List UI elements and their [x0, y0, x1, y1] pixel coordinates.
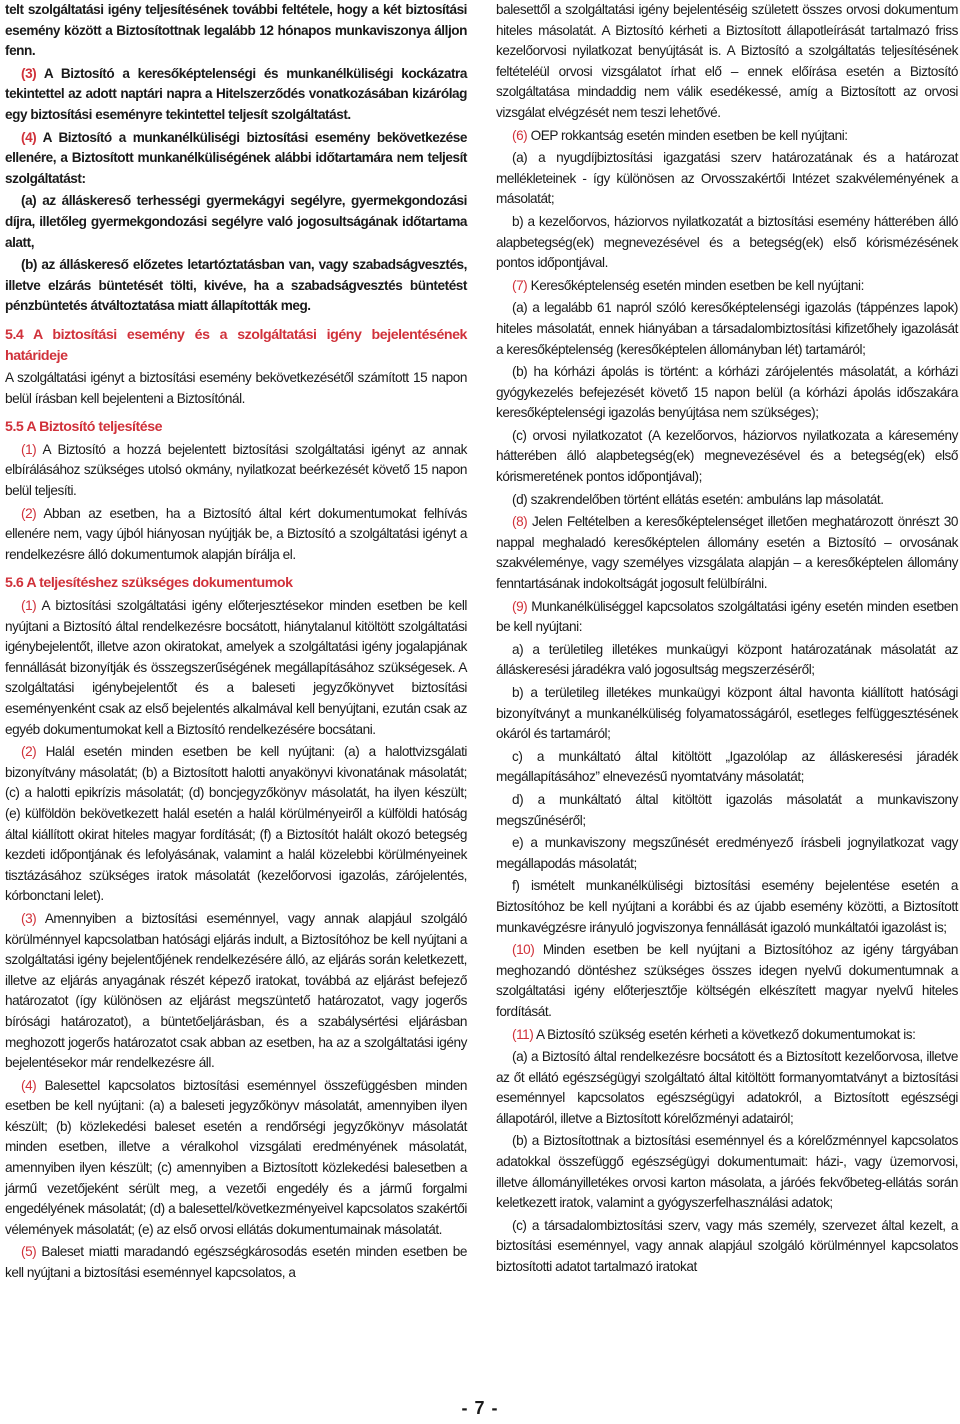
paragraph-text: A biztosítási szolgáltatási igény előterjesztésekor minden esetben be kell nyújtani a Biztosító által rendelkezésre bocsátott, hiánytalanul kitöltött szolgáltatási igénybejelentőt, illetve azon okiratokat, amelyek a szolgáltatási igény jogalapjának fennállását bizonyítják és összegszerűségének megállapításához szükségesek. A szolgáltatási igénybejelentőt és a baleseti jegyzőkönyvet biztosítási eseményenként csak az első bejelentés alkalmával kell benyújtani, ezután csak az egyéb dokumentumokat kell a Biztosító rendelkezésére bocsátani.	[5, 598, 467, 737]
paragraph-number: (2)	[21, 744, 37, 760]
paragraph	[496, 212, 958, 274]
paragraph-text: (c) a társadalombiztosítási szerv, vagy más személy, szervezet által kezelt, a biztosítási eseménnyel, vagy annak alapjául szolgáló körülménnyel kapcsolatos biztosítotti adatot tartalmazó iratokat	[496, 1217, 958, 1275]
paragraph-text: b) a területileg illetékes munkaügyi központ által havonta kiállított hatósági bizonyítványt a munkanélküliség folyamatosságáról, esetleges felfüggesztésének okáról és tartamáról;	[496, 685, 958, 742]
paragraph	[496, 1131, 958, 1213]
paragraph-text: Jelen Feltételben a keresőképtelenséget illetően meghatározott önrészt 30 nappal meghaladó keresőképtelen állomány esetén a Biztosító – orvosának szakvéleménye, vagy személyes vizsgálata alapján – a keresőképtelen állomány fenntartásának indokoltságát jogosult felülbírálni.	[496, 514, 958, 592]
paragraph	[5, 596, 467, 740]
paragraph-number: (9)	[512, 598, 528, 614]
paragraph-number: (4)	[21, 129, 37, 145]
paragraph	[5, 909, 467, 1074]
paragraph-text: 5.5 A Biztosító teljesítése	[5, 419, 163, 436]
paragraph-text: balesettől a szolgáltatási igény bejelentéséig született összes orvosi dokumentum hiteles másolatát. A Biztosító kérheti a Biztosított állapotleírását tartalmazó friss kezelőorvosi nyilatkozat benyújtását is. A Biztosító a szolgáltatás teljesítésének feltételéül orvosi vizsgálatot írhat elő – ennek előírása esetén a Biztosító szolgáltatása mindaddig nem válik esedékessé, amíg a Biztosított az orvosi vizsgálat elvégzését nem teszi lehetővé.	[496, 2, 958, 120]
paragraph-text: OEP rokkantság esetén minden esetben be kell nyújtani:	[527, 127, 848, 143]
paragraph-text: d) a munkáltató által kitöltött igazolás másolatát a munkaviszony megszűnéséről;	[496, 791, 958, 828]
paragraph-text: Amennyiben a biztosítási eseménnyel, vagy annak alapjául szolgáló körülménnyel kapcsolatban hatósági eljárás indult, a Biztosítóhoz be kell nyújtani a szolgáltatási igény bejelentőjének rendelkezésére álló, az eljárás során keletkezett, illetve az eljárás anyagának részét képező iratokat, továbbá az eljárást befejező határozatot (így különösen az eljárást megszüntető határozatot, vagy jogerős bírósági határozatot), a büntetőeljárásban, és a szabálysértési eljárásban meghozott jogerős határozatot csak abban az esetben, ha az a szolgáltatási igény bejelentésekor már rendelkezésre áll.	[5, 910, 467, 1071]
paragraph	[496, 747, 958, 788]
paragraph-text: c) a munkáltató által kitöltött „Igazolólap az álláskeresési járadék megállapításához” elnevezésű nyomtatvány másolatát;	[496, 748, 958, 785]
paragraph	[496, 833, 958, 874]
paragraph-text: (a) a Biztosító által rendelkezésre bocsátott és a Biztosított kezelőorvosa, illetve az őt ellátó egészségügyi szolgáltató által kitöltött formanyomtatványt a biztosítási eseménnyel kapcsolatos egészségügyi adatokról, a Biztosított egészségi állapotáról, illetve a Biztosított kórelőzményi adatairól;	[496, 1049, 958, 1126]
paragraph	[5, 255, 467, 317]
paragraph-text: f) ismételt munkanélküliségi biztosítási esemény bejelentése esetén a Biztosítóhoz be kell nyújtani a korábbi és az újabb esemény közötti, a Biztosított munkavégzésre irányuló jogviszonya fennállását igazoló munkáltatói igazolást is;	[496, 878, 958, 935]
paragraph-number: (5)	[21, 1244, 37, 1260]
paragraph	[5, 440, 467, 502]
right-column	[496, 0, 958, 1280]
paragraph	[5, 128, 467, 190]
paragraph-number: (8)	[512, 514, 528, 530]
paragraph-text: b) a kezelőorvos, háziorvos nyilatkozatát a biztosítási esemény hátterében álló alapbetegség(ek) megnevezésével és a betegség(ek) első kórismézésének pontos időpontjával.	[496, 213, 958, 271]
paragraph-number: (3)	[21, 65, 37, 81]
paragraph	[5, 1076, 467, 1241]
paragraph-number: (2)	[21, 505, 37, 521]
paragraph-text: A Biztosító a munkanélküliségi biztosítási esemény bekövetkezése ellenére, a Biztosított munkanélküliségének alábbi időtartamára nem teljesít szolgáltatást:	[5, 129, 467, 186]
paragraph-number: (6)	[512, 127, 528, 143]
paragraph-text: (b) a Biztosítottnak a biztosítási eseménnyel és a kórelőzménnyel kapcsolatos adatokkal összefüggő egészségügyi dokumentumait: házi-, vagy üzemorvosi, illetve állományilletékes orvosi karton másolata, a járóés fekvőbeteg-ellátás során keletkezett iratok, valamint a gyógyszerfelhasználási adatok;	[496, 1133, 958, 1211]
paragraph-number: (7)	[512, 277, 528, 293]
paragraph	[496, 683, 958, 745]
paragraph-text: Minden esetben be kell nyújtani a Biztosítóhoz az igény tárgyában meghozandó döntéshez szükséges összes idegen nyelvű dokumentumnak a szolgáltatási igény előterjesztője költségén elkészített magyar nyelvű hiteles fordítását.	[496, 942, 958, 1019]
paragraph-number: (1)	[21, 598, 37, 614]
paragraph	[5, 742, 467, 907]
paragraph-text: Keresőképtelenség esetén minden esetben be kell nyújtani:	[527, 277, 864, 293]
paragraph	[5, 191, 467, 253]
paragraph-text: (c) orvosi nyilatkozatot (A kezelőorvos, háziorvos nyilatkozata a káresemény hátterében álló alapbetegség(ek) megnevezésével és a betegség(ek) első kórismeretének pontos időpontjával);	[496, 427, 958, 485]
paragraph-text: (a) az álláskereső terhességi gyermekágyi segélyre, gyermekgondozási díjra, illetőleg gyermekgondozási segélyre való jogosultságának időtartama alatt,	[5, 193, 467, 250]
paragraph-text: Balesettel kapcsolatos biztosítási eseménnyel összefüggésben minden esetben be kell nyújtani: (a) a baleseti jegyzőkönyv másolatát, amennyiben ilyen készült; (b) közlekedési baleset esetén a rendőrségi jegyzőkönyv másolatát minden esetben, illetve a véralkohol vizsgálati eredményének másolatát, amennyiben ilyen készült; (c) amennyiben a Biztosított közlekedési balesetben a jármű vezetőjeként sérült meg, a vezetői engedély és a jármű forgalmi engedélyének másolatát; (d) a balesettel/következményeivel kapcsolatos szakértői vélemények másolatát; (e) az első orvosi ellátás dokumentumainak másolatát.	[5, 1077, 467, 1237]
paragraph	[496, 1216, 958, 1278]
paragraph	[496, 1047, 958, 1129]
paragraph	[496, 148, 958, 210]
paragraph-text: (a) a legalább 61 napról szóló keresőképtelenségi igazolás (táppénzes lapok) hiteles másolatát, ennek hiányában a társadalombiztosítási kifizetőhely igazolását a keresőképtelenség (keresőképtelen állományban lét) tartamáról;	[496, 300, 958, 357]
paragraph-text: A szolgáltatási igényt a biztosítási esemény bekövetkezésétől számított 15 napon belül írásban kell bejelenteni a Biztosítónál.	[5, 370, 467, 406]
paragraph	[496, 276, 958, 297]
paragraph-text: A Biztosító szükség esetén kérheti a következő dokumentumokat is:	[533, 1026, 916, 1042]
paragraph-number: (1)	[21, 441, 37, 457]
paragraph	[496, 426, 958, 488]
paragraph-text: e) a munkaviszony megszűnését eredményező írásbeli jognyilatkozat vagy megállapodás másolatát;	[496, 835, 958, 871]
section-heading	[5, 573, 467, 594]
paragraph	[496, 1025, 958, 1046]
paragraph	[496, 790, 958, 831]
paragraph	[5, 64, 467, 126]
paragraph	[496, 298, 958, 360]
paragraph-text: a) a területileg illetékes munkaügyi központ határozatának másolatát az álláskeresési járadékra való jogosultság megszerzéséről;	[496, 641, 958, 678]
section-heading	[5, 417, 467, 438]
paragraph-text: (d) szakrendelőben történt ellátás esetén: ambuláns lap másolatát.	[512, 491, 884, 507]
paragraph	[496, 512, 958, 594]
paragraph	[5, 0, 467, 62]
paragraph	[496, 490, 958, 511]
paragraph-number: (3)	[21, 910, 37, 926]
paragraph-text: Abban az esetben, ha a Biztosító által kért dokumentumokat felhívás ellenére nem, vagy újból hiányosan nyújtják be, a Biztosító a szolgáltatási igényt a rendelkezésre álló dokumentumok alapján bírálja el.	[5, 505, 467, 562]
paragraph-text: 5.4 A biztosítási esemény és a szolgáltatási igény bejelentésének határideje	[5, 326, 467, 364]
paragraph-text: A Biztosító a keresőképtelenségi és munkanélküliségi kockázatra tekintettel az adott naptári napra a Hitelszerződés vonatkozásában kizárólag egy biztosítási eseményre tekintettel teljesít szolgáltatást.	[5, 65, 467, 122]
page-number: - 7 -	[461, 1398, 499, 1418]
paragraph-text: Halál esetén minden esetben be kell nyújtani: (a) a halottvizsgálati bizonyítvány másolatát; (b) a Biztosított halotti anyakönyvi kivonatának másolatát; (c) a halotti epikrízis másolatát; (d) boncjegyzőkönyv másolatát, ha ilyen készült; (e) külföldön bekövetkezett halál esetén a halál körülményeiről a külföldi hatóság által kiállított okirat hiteles magyar fordítását; (f) a Biztosítót halált okozó betegség kezdeti időpontjának és lefolyásának, valamint a halál közelebbi körülményeinek tisztázásához szükséges iratok másolatát (kezelőorvosi igazolás, zárójelentés, kórbonctani lelet).	[5, 744, 467, 904]
paragraph-text: Baleset miatti maradandó egészségkárosodás esetén minden esetben be kell nyújtani a biztosítási eseménnyel kapcsolatos, a	[5, 1244, 467, 1281]
paragraph	[5, 1242, 467, 1283]
paragraph	[496, 597, 958, 638]
left-column	[5, 0, 467, 1286]
paragraph	[5, 504, 467, 566]
paragraph-text: (b) az álláskereső előzetes letartóztatásban van, vagy szabadságvesztés, illetve elzárás büntetését tölti, kivéve, ha a szabadságvesztés büntetést pénzbüntetés átváltoztatása miatt állapították meg.	[5, 257, 467, 314]
paragraph	[496, 126, 958, 147]
paragraph-number: (10)	[512, 942, 535, 958]
paragraph	[5, 368, 467, 409]
paragraph	[496, 940, 958, 1022]
paragraph-text: A Biztosító a hozzá bejelentett biztosítási szolgáltatási igényt az annak elbírálásához szükséges utolsó okmány, nyilatkozat beérkezését követő 15 napon belül teljesíti.	[5, 441, 467, 499]
paragraph-number: (11)	[512, 1026, 534, 1042]
paragraph-text: Munkanélküliséggel kapcsolatos szolgáltatási igény esetén minden esetben be kell nyújtani:	[496, 598, 958, 635]
paragraph	[496, 0, 958, 124]
section-heading	[5, 325, 467, 366]
paragraph-text: 5.6 A teljesítéshez szükséges dokumentumok	[5, 575, 293, 592]
paragraph-text: (a) a nyugdíjbiztosítási igazgatási szerv határozatának és a határozat mellékleteinek - így különösen az Orvosszakértői Intézet szakvéleményének a másolatát;	[496, 150, 958, 207]
paragraph	[496, 362, 958, 424]
paragraph	[496, 876, 958, 938]
paragraph-text: telt szolgáltatási igény teljesítésének további feltétele, hogy a két biztosítási esemény között a Biztosítottnak legalább 12 hónapos munkaviszonya álljon fenn.	[5, 2, 467, 59]
paragraph	[496, 640, 958, 681]
paragraph-text: (b) ha kórházi ápolás is történt: a kórházi zárójelentés másolatát, a kórházi gyógykezelés befejezését követő 15 napon belül (a kórházi ápolás időszakára keresőképtelenségi igazolás benyújtása nem szükséges);	[496, 364, 958, 421]
paragraph-number: (4)	[21, 1077, 37, 1093]
